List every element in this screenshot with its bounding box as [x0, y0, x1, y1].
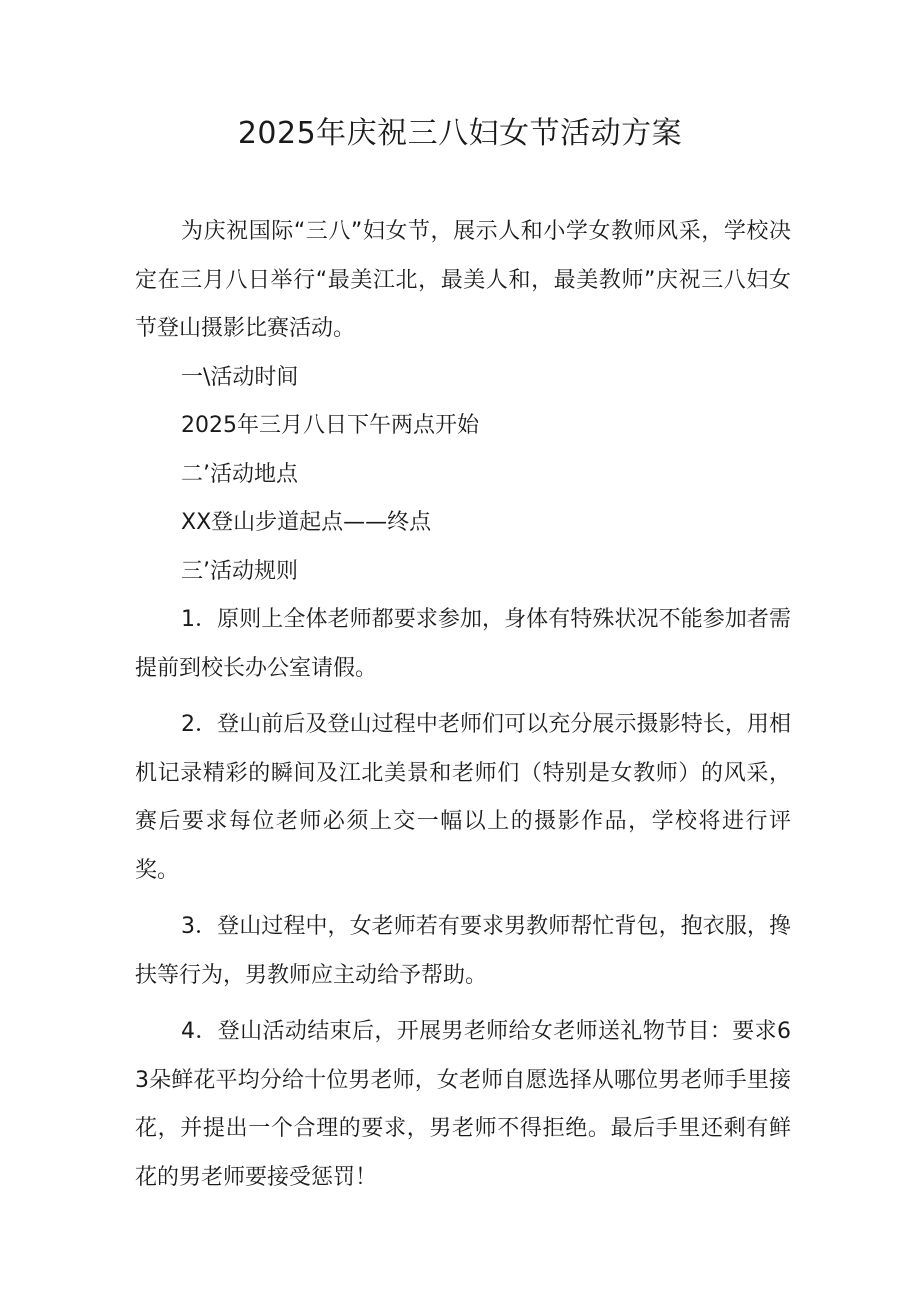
section-heading-time: 一\活动时间: [181, 364, 299, 390]
rule-item-2: 2．登山前后及登山过程中老师们可以充分展示摄影特长，用相机记录精彩的瞬间及江北美景和老师们（特别是女教师）的风采，赛后要求每位老师必须上交一幅以上的摄影作品，学校将进行评奖。: [135, 712, 791, 883]
rule-item-1: 1．原则上全体老师都要求参加，身体有特殊状况不能参加者需提前到校长办公室请假。: [135, 607, 791, 681]
section-heading-location: 二’活动地点: [181, 461, 298, 487]
activity-time-text: 2025年三月八日下午两点开始: [181, 413, 479, 438]
rule-item-3: 3．登山过程中，女老师若有要求男教师帮忙背包，抱衣服，搀扶等行为，男教师应主动给予帮助。: [135, 914, 791, 988]
activity-location-text: XX登山步道起点——终点: [181, 510, 432, 535]
intro-paragraph: 为庆祝国际“三八”妇女节，展示人和小学女教师风采，学校决定在三月八日举行“最美江北，最美人和，最美教师”庆祝三八妇女节登山摄影比赛活动。: [135, 219, 791, 341]
rule-item-4: 4．登山活动结束后，开展男老师给女老师送礼物节目：要求63朵鲜花平均分给十位男老师，女老师自愿选择从哪位男老师手里接花，并提出一个合理的要求，男老师不得拒绝。最后手里还剩有鲜花的男老师要接受惩罚！: [135, 1019, 791, 1190]
document-title: 2025年庆祝三八妇女节活动方案: [237, 116, 683, 151]
document-body: [135, 208, 791, 1202]
section-heading-rules: 三’活动规则: [181, 558, 298, 584]
